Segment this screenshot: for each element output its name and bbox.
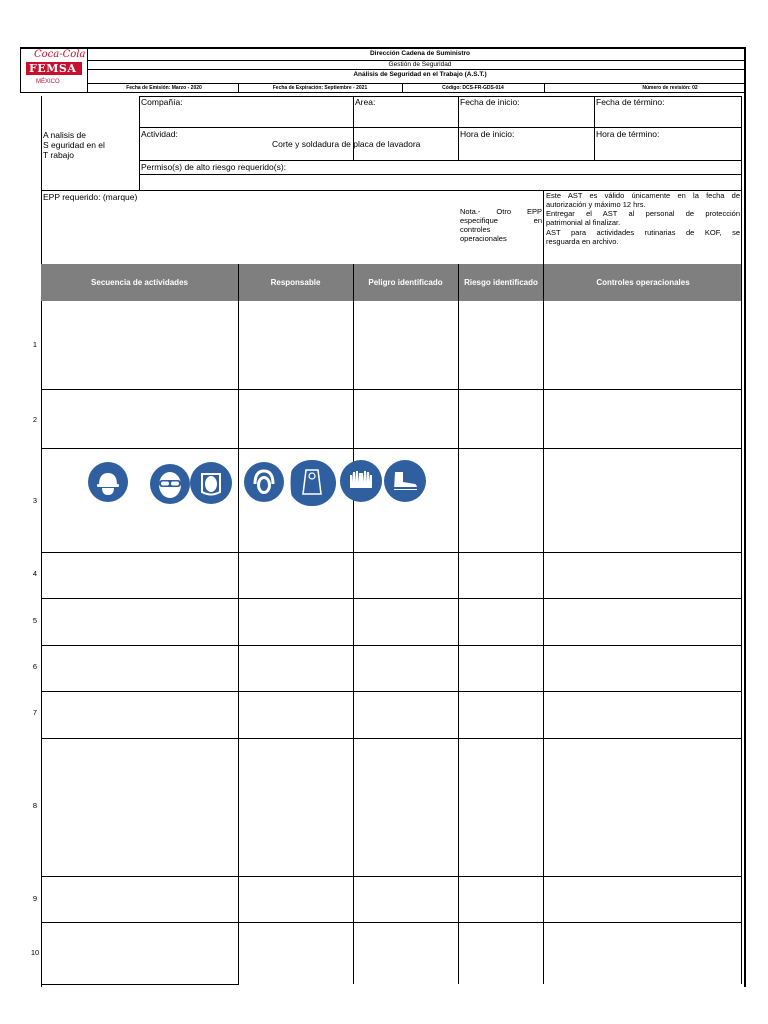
activity-label: Actividad: <box>141 129 178 139</box>
safety-boots-icon <box>384 460 426 502</box>
header-logo-divider <box>87 49 88 93</box>
form-left-border <box>41 96 42 987</box>
validity-line6: resguarda en archivo. <box>546 237 619 246</box>
header-top-border <box>20 47 746 49</box>
area-label: Area: <box>355 97 376 107</box>
row-number: 6 <box>32 662 38 671</box>
hard-hat-icon <box>88 462 128 502</box>
epp-label: EPP requerido: (marque) <box>43 192 138 202</box>
column-header-controls: Controles operacionales <box>596 278 690 287</box>
note-divider <box>543 190 544 264</box>
document-code: Código: DCS-FR-GDS-014 <box>442 85 504 91</box>
table-row-line <box>41 691 742 692</box>
logo-country: MÉXICO <box>36 79 60 85</box>
header-line3: Análisis de Seguridad en el Trabajo (A.S.T.) <box>353 71 487 78</box>
permit-label: Permiso(s) de alto riesgo requerido(s): <box>141 162 287 172</box>
column-header-hazard: Peligro identificado <box>368 278 443 287</box>
table-row-line <box>41 448 742 449</box>
start-date-label: Fecha de inicio: <box>460 97 520 107</box>
company-label: Compañía: <box>141 97 183 107</box>
header-line <box>87 69 744 70</box>
column-header-sequence: Secuencia de actividades <box>91 278 188 287</box>
revision-number: Número de revisión: 02 <box>642 85 698 91</box>
row-number: 5 <box>32 616 38 625</box>
meta-divider <box>402 83 403 93</box>
table-row-line <box>41 738 742 739</box>
validity-line4: patrimonial al finalizar. <box>546 218 621 227</box>
row-number: 3 <box>32 496 38 505</box>
row-number: 9 <box>32 894 38 903</box>
row-number: 10 <box>30 948 40 957</box>
row-number: 2 <box>32 415 38 424</box>
row-number: 7 <box>32 708 38 717</box>
table-row-line <box>41 922 742 923</box>
note-line4: operacionales <box>460 234 507 243</box>
table-row-line <box>41 389 742 390</box>
table-row-line <box>41 645 742 646</box>
form-line <box>139 160 742 161</box>
note-line1: Nota.- Otro EPP <box>460 207 542 216</box>
note-line2: especifique en <box>460 216 542 225</box>
table-row-line <box>41 552 742 553</box>
form-line <box>139 127 742 128</box>
table-row-line <box>41 876 742 877</box>
row-number: 8 <box>32 801 38 810</box>
meta-divider <box>544 83 545 93</box>
validity-line1: Este AST es válido únicamente en la fecha de <box>546 191 740 200</box>
column-header-responsible: Responsable <box>270 278 321 287</box>
end-time-label: Hora de término: <box>596 129 660 139</box>
table-row-line <box>41 598 742 599</box>
header-line2: Gestión de Seguridad <box>388 61 452 68</box>
emission-date: Fecha de Emisión: Marzo - 2020 <box>126 85 202 91</box>
form-divider <box>353 96 354 160</box>
validity-line5: AST para actividades rutinarias de KOF, se <box>546 228 740 237</box>
ear-muffs-icon <box>244 462 284 502</box>
column-header-risk: Riesgo identificado <box>464 278 538 287</box>
activity-value: Corte y soldadura de placa de lavadora <box>272 139 421 149</box>
side-title-line1: A nalisis de <box>43 130 86 140</box>
face-shield-icon <box>190 462 232 504</box>
safety-goggles-icon <box>150 464 190 504</box>
header-bottom-line <box>20 92 746 93</box>
start-time-label: Hora de inicio: <box>460 129 515 139</box>
header-left-border <box>20 47 21 93</box>
side-title-line3: T rabajo <box>43 150 75 160</box>
form-line <box>139 174 742 175</box>
row-number: 4 <box>32 569 38 578</box>
header-line1: Dirección Cadena de Suministro <box>369 50 471 57</box>
note-line3: controles <box>460 225 491 234</box>
form-divider <box>139 96 140 190</box>
row-number: 1 <box>32 340 38 349</box>
welding-apron-icon <box>288 460 336 506</box>
form-right-border <box>741 96 742 264</box>
gloves-icon <box>340 460 382 502</box>
end-date-label: Fecha de término: <box>596 97 665 107</box>
logo-brand: Coca-Cola <box>34 49 86 60</box>
expiration-date: Fecha de Expiración: Septiembre - 2021 <box>272 85 368 91</box>
form-divider <box>594 96 595 160</box>
header-line <box>87 83 744 84</box>
meta-divider <box>238 83 239 93</box>
logo-company: FEMSA <box>29 62 77 75</box>
table-bottom-line <box>41 984 239 985</box>
validity-line3: Entregar el AST al personal de protección <box>546 209 740 218</box>
validity-line2: autorización y máximo 12 hrs. <box>546 200 646 209</box>
side-title-line2: S eguridad en el <box>43 140 105 150</box>
company-logo <box>22 49 86 91</box>
form-divider <box>458 96 459 160</box>
page-right-border <box>744 47 746 987</box>
